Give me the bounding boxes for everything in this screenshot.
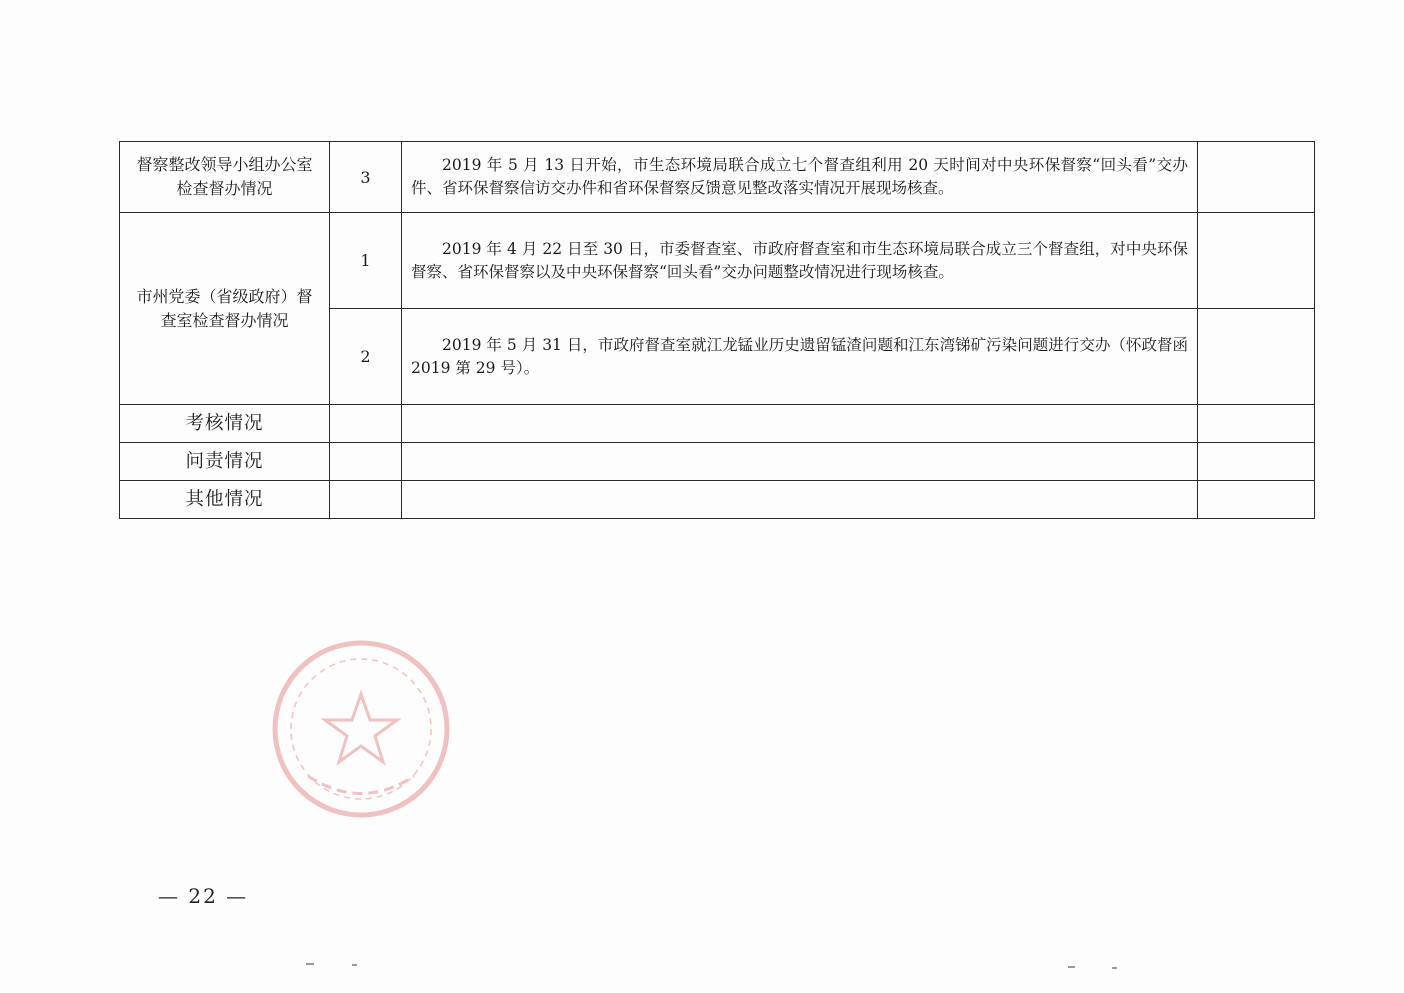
note-cell (1198, 309, 1315, 405)
note-cell (1198, 142, 1315, 213)
description-cell (402, 481, 1198, 519)
official-seal-stamp (268, 636, 454, 822)
category-cell: 其他情况 (120, 481, 330, 519)
number-cell (330, 481, 402, 519)
note-cell (1198, 213, 1315, 309)
summary-row-assessment (120, 405, 1315, 443)
category-cell: 市州党委（省级政府）督查室检查督办情况 (120, 213, 330, 405)
number-cell (330, 443, 402, 481)
description-cell: 2019 年 5 月 31 日，市政府督查室就江龙锰业历史遗留锰渣问题和江东湾锑矿污染问题进行交办（怀政督函 2019 第 29 号）。 (402, 309, 1198, 405)
number-cell: 3 (330, 142, 402, 213)
number-cell: 1 (330, 213, 402, 309)
scan-mark (306, 963, 314, 965)
category-cell: 督察整改领导小组办公室检查督办情况 (120, 142, 330, 213)
category-cell: 问责情况 (120, 443, 330, 481)
table-row (120, 142, 1315, 213)
description-cell: 2019 年 4 月 22 日至 30 日，市委督查室、市政府督查室和市生态环境局联合成立三个督查组，对中央环保督察、省环保督察以及中央环保督察“回头看”交办问题整改情况进行现场核查。 (402, 213, 1198, 309)
category-cell: 考核情况 (120, 405, 330, 443)
description-cell: 2019 年 5 月 13 日开始，市生态环境局联合成立七个督查组利用 20 天时间对中央环保督察“回头看”交办件、省环保督察信访交办件和省环保督察反馈意见整改落实情况开展现场核查。 (402, 142, 1198, 213)
number-cell: 2 (330, 309, 402, 405)
note-cell (1198, 443, 1315, 481)
summary-row-other (120, 481, 1315, 519)
page-number: — 22 — (158, 884, 249, 908)
number-cell (330, 405, 402, 443)
table-row (120, 213, 1315, 309)
summary-row-accountability (120, 443, 1315, 481)
scan-mark (1068, 966, 1075, 968)
scan-mark (352, 964, 357, 966)
scan-mark (1112, 967, 1117, 969)
supervision-table (119, 141, 1315, 519)
note-cell (1198, 405, 1315, 443)
description-cell (402, 443, 1198, 481)
note-cell (1198, 481, 1315, 519)
description-cell (402, 405, 1198, 443)
